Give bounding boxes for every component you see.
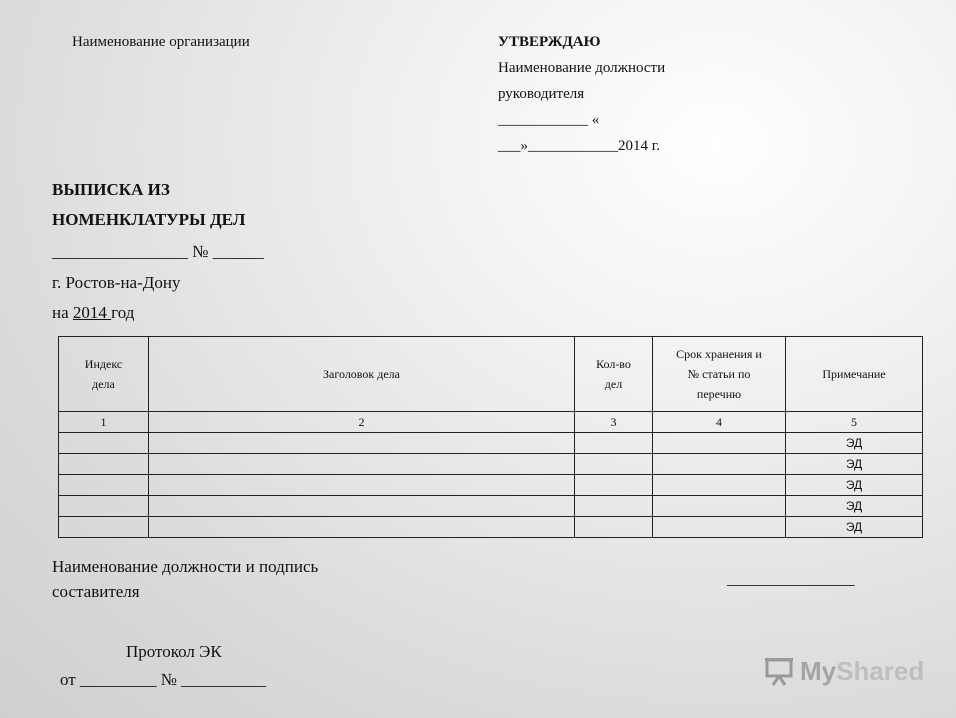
compiler-position-line1: Наименование должности и подпись <box>52 557 319 576</box>
compiler-position-line2: составителя <box>52 582 140 601</box>
header-storage: Срок хранения и № статьи по перечню <box>653 337 786 412</box>
protocol-line: от _________ № __________ <box>60 670 267 689</box>
note-cell: ЭД <box>786 475 923 496</box>
organization-name: Наименование организации <box>72 34 250 50</box>
approve-position-line2: руководителя <box>498 86 585 102</box>
approve-position-line1: Наименование должности <box>498 60 666 76</box>
column-number: 2 <box>149 412 575 433</box>
document-title-line1: ВЫПИСКА ИЗ <box>52 180 170 199</box>
compiler-signature-line: _______________ <box>727 569 855 588</box>
table-header-row <box>59 337 923 412</box>
document-city: г. Ростов-на-Дону <box>52 273 181 292</box>
approve-title: УТВЕРЖДАЮ <box>498 34 601 50</box>
note-cell: ЭД <box>786 454 923 475</box>
approve-date-line: ___»____________2014 г. <box>498 138 660 154</box>
watermark-brand-shared: Shared <box>836 655 925 686</box>
column-number: 4 <box>653 412 786 433</box>
column-number: 5 <box>786 412 923 433</box>
column-number-row <box>59 412 923 433</box>
presentation-board-icon <box>764 656 794 686</box>
column-number: 3 <box>575 412 653 433</box>
note-cell: ЭД <box>786 517 923 538</box>
note-cell: ЭД <box>786 433 923 454</box>
year-value: 2014 <box>72 303 112 322</box>
table-row <box>59 517 923 538</box>
protocol-title: Протокол ЭК <box>126 642 222 661</box>
table-row <box>59 475 923 496</box>
nomenclature-table <box>58 336 923 538</box>
table-row <box>59 433 923 454</box>
watermark-brand-my: My <box>800 655 837 686</box>
note-cell: ЭД <box>786 496 923 517</box>
year-suffix: год <box>111 303 135 322</box>
table-row <box>59 496 923 517</box>
header-count: Кол-во дел <box>575 337 653 412</box>
myshared-watermark <box>764 655 924 687</box>
document-title-line2: НОМЕНКЛАТУРЫ ДЕЛ <box>52 210 246 229</box>
header-title: Заголовок дела <box>149 337 575 412</box>
column-number: 1 <box>59 412 149 433</box>
header-index: Индекс дела <box>59 337 149 412</box>
header-note: Примечание <box>786 337 923 412</box>
year-prefix: на <box>52 303 69 322</box>
table-row <box>59 454 923 475</box>
document-number-line: ________________ № ______ <box>52 242 264 261</box>
approve-signature-line: ____________ « <box>498 112 600 128</box>
document-year-line <box>52 303 134 323</box>
